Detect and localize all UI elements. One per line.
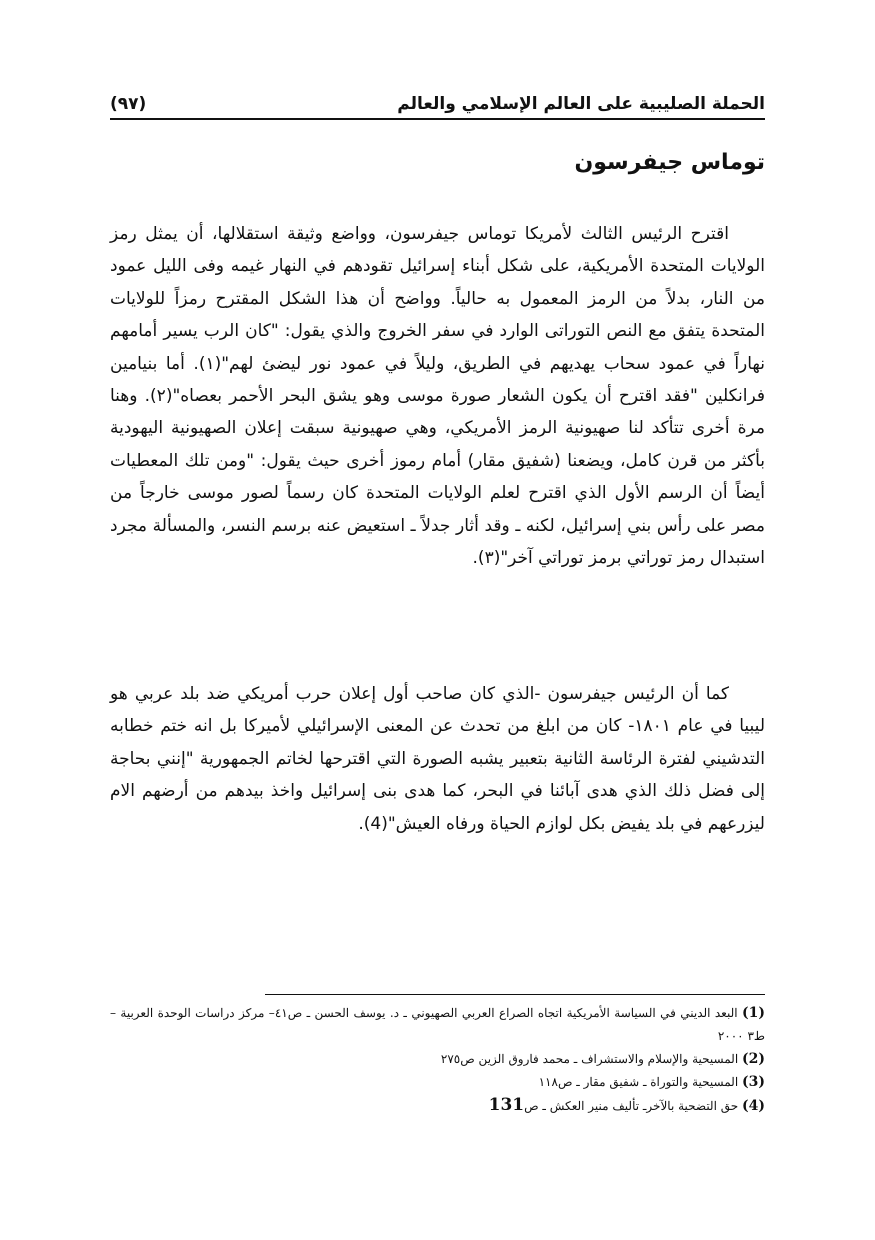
footnote-text: البعد الديني في السياسة الأمريكية اتجاه الصراع العربي الصهيوني ـ د. يوسف الحسن ـ ص٤١– مركز دراسات الوحدة العربية – ط٣ ٢٠٠٠ — [110, 1006, 765, 1043]
footnote-text: حق التضحية بالآخرـ تأليف منير العكش ـ ص — [524, 1099, 739, 1113]
footnote-2 — [110, 1048, 765, 1071]
section-heading: توماس جيفرسون — [574, 150, 765, 175]
running-header — [110, 86, 765, 120]
page-number: (٩٧) — [110, 94, 147, 114]
footer-page-number: 131 — [488, 1095, 525, 1115]
footnote-number: (1) — [742, 1005, 765, 1021]
body-paragraph-1 — [110, 218, 765, 574]
footnotes-list — [110, 1002, 765, 1118]
body-paragraph-2 — [110, 678, 765, 840]
footnote-separator — [265, 994, 765, 995]
footnote-text: المسيحية والتوراة ـ شفيق مقار ـ ص١١٨ — [538, 1075, 739, 1089]
running-title: الحملة الصليبية على العالم الإسلامي والعالم — [397, 94, 765, 114]
footnote-number: (4) — [742, 1098, 765, 1114]
footnote-1 — [110, 1002, 765, 1048]
footnote-number: (3) — [742, 1074, 765, 1090]
paragraph-text: اقترح الرئيس الثالث لأمريكا توماس جيفرسون، وواضع وثيقة استقلالها، أن يمثل رمز الولايات المتحدة الأمريكية، على شكل أبناء إسرائيل تقودهم في النهار غيمه وفى الليل عمود من النار، بدلاً من الرمز المعمول به حالياً. وواضح أن هذا الشكل المقترح رمزاً للولايات المتحدة يتفق مع النص التوراتى الوارد في سفر الخروج والذي يقول: "كان الرب يسير أمامهم نهاراً في عمود سحاب يهديهم في الطريق، وليلاً في عمود نور ليضئ لهم"(١). أما بنيامين فرانكلين "فقد اقترح أن يكون الشعار صورة موسى وهو يشق البحر الأحمر بعصاه"(٢). وهنا مرة أخرى تتأكد لنا صهيونية الرمز الأمريكي، وهي صهيونية سبقت إعلان الصهيونية اليهودية بأكثر من قرن كامل، ويضعنا (شفيق مقار) أمام رموز أخرى حيث يقول: "ومن تلك المعطيات أيضاً أن الرسم الأول الذي اقترح لعلم الولايات المتحدة كان رسماً لصور موسى خارجاً من مصر على رأس بني إسرائيل، لكنه ـ وقد أثار جدلاً ـ استعيض عنه برسم النسر، والمسألة مجرد استبدال رمز توراتي برمز توراتي آخر"(٣). — [110, 224, 765, 569]
footnote-text: المسيحية والإسلام والاستشراف ـ محمد فاروق الزين ص٢٧٥ — [440, 1052, 739, 1066]
paragraph-text: كما أن الرئيس جيفرسون -الذي كان صاحب أول إعلان حرب أمريكي ضد بلد عربي هو ليبيا في عام ١٨٠١- كان من ابلغ من تحدث عن المعنى الإسرائيلي لأميركا بل انه ختم خطابه التدشيني لفترة الرئاسة الثانية بتعبير يشبه الصورة التي اقترحها لخاتم الجمهورية "إنني بحاجة إلى فضل ذلك الذي هدى آبائنا في البحر، كما هدى بنى إسرائيل واخذ بيدهم من أرضهم الام ليزرعهم في بلد يفيض بكل لوازم الحياة ورفاه العيش"(4). — [110, 684, 765, 834]
footnote-4 — [110, 1094, 765, 1118]
footnote-3 — [110, 1071, 765, 1094]
footnote-number: (2) — [742, 1051, 765, 1067]
